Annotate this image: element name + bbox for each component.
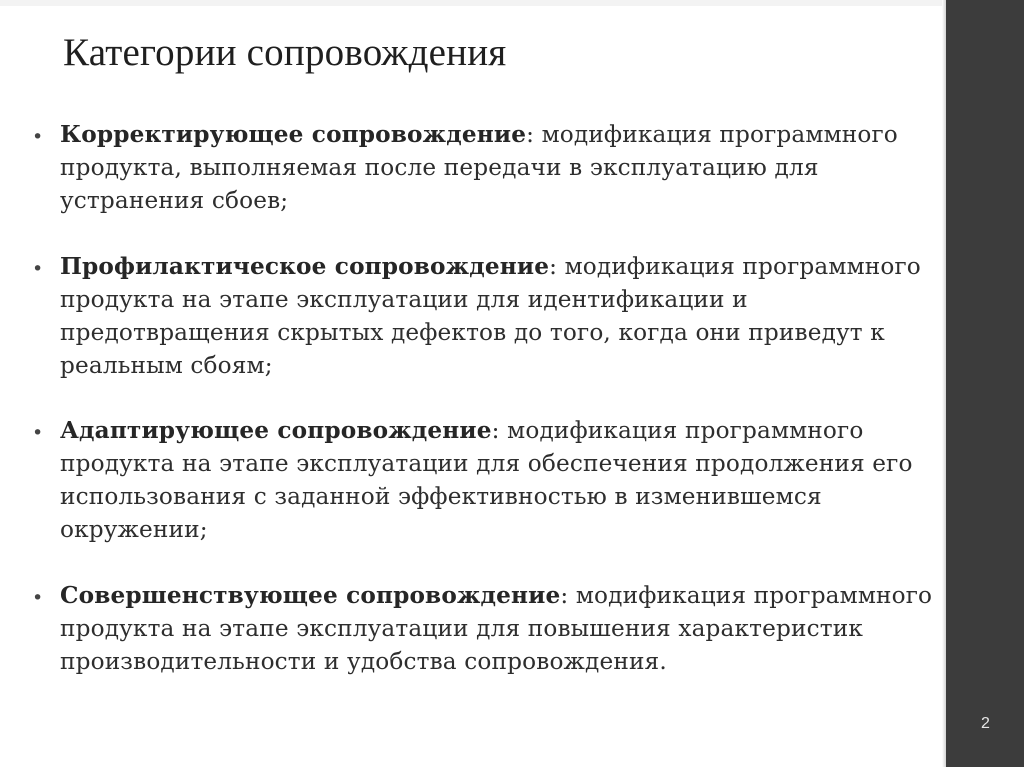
bullet-term: Корректирующее сопровождение <box>60 121 527 148</box>
bullet-description: : модификация программного продукта на этапе эксплуатации для обеспечения продолжения его использования с заданной эффективностью в изменившемся окружении; <box>60 417 913 543</box>
bullet-text <box>60 579 940 678</box>
bullet-text <box>60 414 940 546</box>
slide-top-edge <box>0 0 946 6</box>
bullet-term: Совершенствующее сопровождение <box>60 582 561 609</box>
bullet-dot-icon: • <box>32 422 44 444</box>
bullet-dot-icon: • <box>32 587 44 609</box>
bullet-term: Профилактическое сопровождение <box>60 253 550 280</box>
bullet-term: Адаптирующее сопровождение <box>60 417 492 444</box>
bullet-text <box>60 250 940 382</box>
bullet-dot-icon: • <box>32 126 44 148</box>
bullet-description: : модификация программного продукта на этапе эксплуатации для идентификации и предотвращения скрытых дефектов до того, когда они приведут к реальным сбоям; <box>60 253 921 379</box>
bullet-description: : модификация программного продукта, выполняемая после передачи в эксплуатацию для устранения сбоев; <box>60 121 898 214</box>
sidebar-bar <box>946 0 1024 767</box>
bullet-dot-icon: • <box>32 258 44 280</box>
page-number: 2 <box>981 715 990 732</box>
slide-title: Категории сопровождения <box>63 31 507 74</box>
bullet-text <box>60 118 940 217</box>
bullet-description: : модификация программного продукта на этапе эксплуатации для повышения характеристик производительности и удобства сопровождения. <box>60 582 933 675</box>
